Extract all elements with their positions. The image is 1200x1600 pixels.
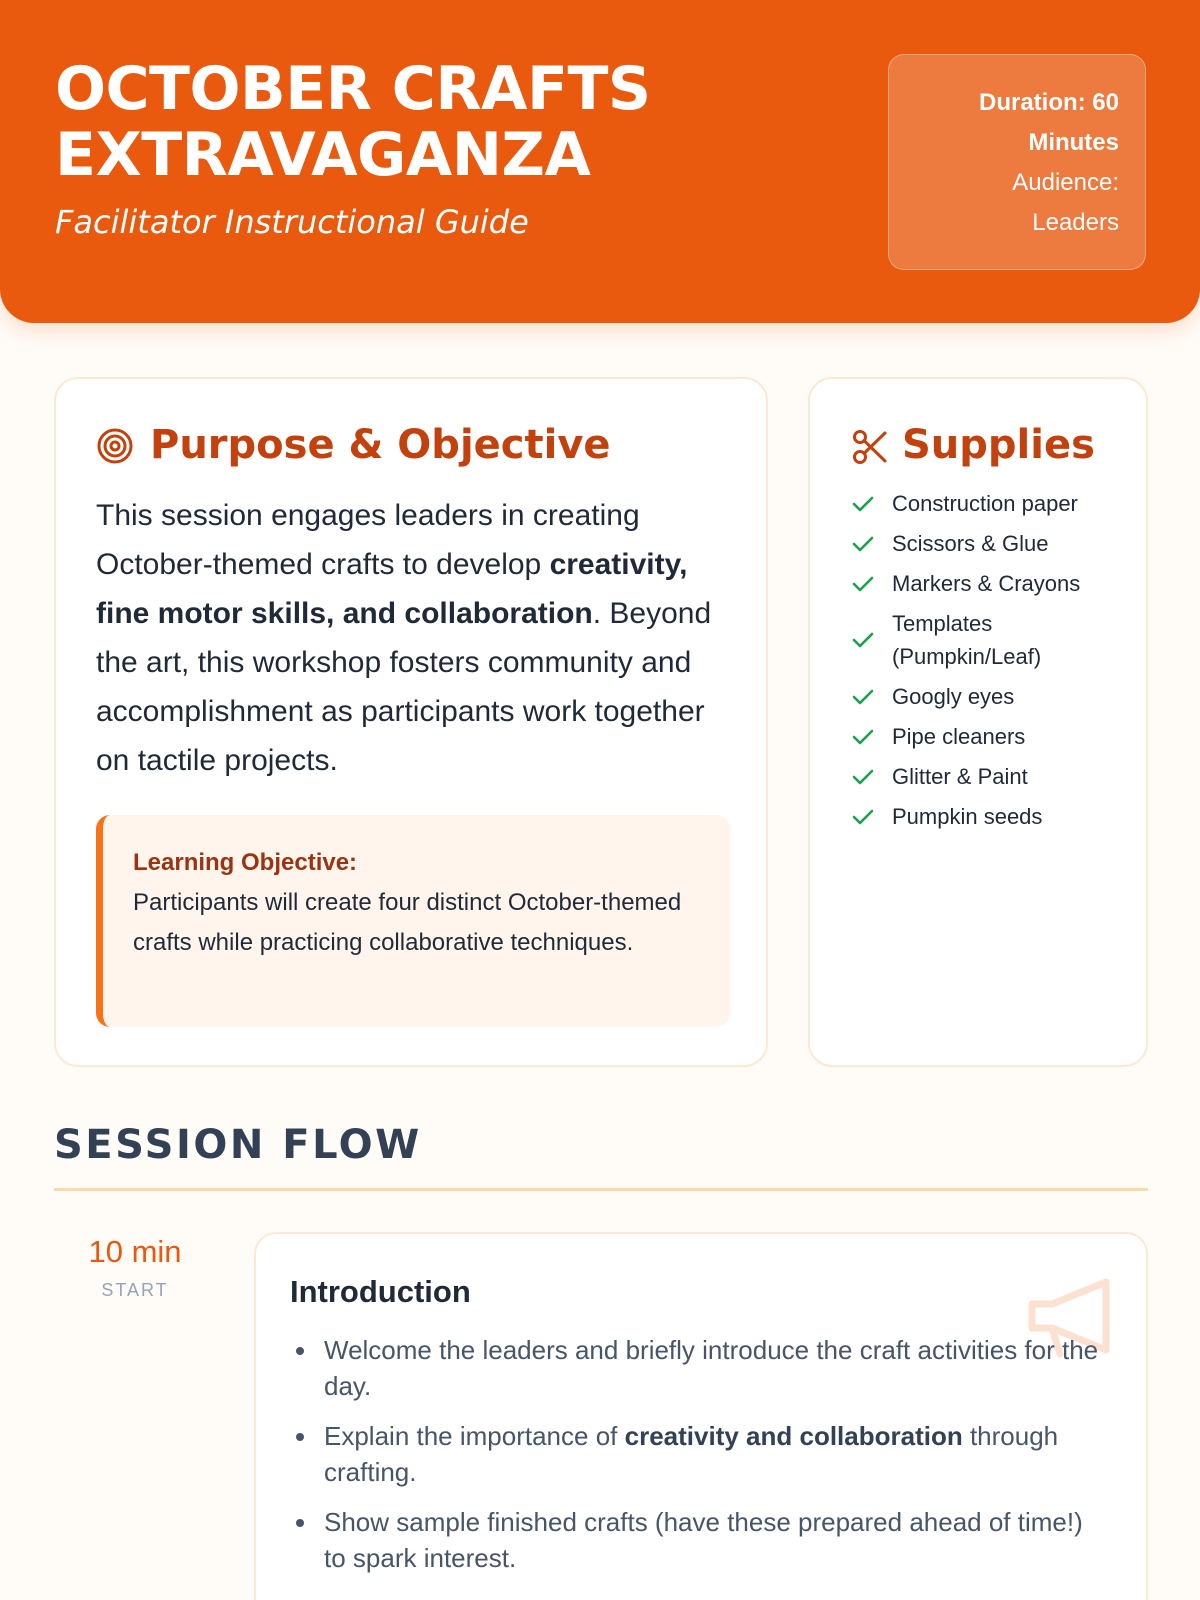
purpose-title: Purpose & Objective xyxy=(150,422,611,468)
session-meta-box xyxy=(888,54,1146,270)
step-duration: 10 min xyxy=(88,1234,182,1269)
purpose-card xyxy=(54,377,768,1067)
page-header xyxy=(0,0,1200,323)
supply-item-label: Construction paper xyxy=(892,491,1078,516)
supplies-list xyxy=(852,487,1142,840)
supply-item-label: Googly eyes xyxy=(892,684,1015,709)
learning-objective-text: Participants will create four distinct October-themed crafts while practicing collaborative techniques. xyxy=(133,889,682,956)
supply-item-label: Pipe cleaners xyxy=(892,724,1026,749)
supply-item xyxy=(852,487,1142,520)
check-icon xyxy=(852,768,874,786)
supply-item xyxy=(852,800,1142,833)
supply-item xyxy=(852,760,1142,793)
supplies-card xyxy=(808,377,1148,1067)
audience-line-2: Leaders xyxy=(1032,209,1119,236)
supplies-title: Supplies xyxy=(902,422,1095,468)
supply-item-label: Scissors & Glue xyxy=(892,531,1049,556)
supply-item xyxy=(852,567,1142,600)
page-title-line-1: OCTOBER CRAFTS xyxy=(55,54,651,124)
duration-line-1: Duration: 60 xyxy=(978,89,1119,116)
check-icon xyxy=(852,535,874,553)
bullet-text: Welcome the leaders and briefly introduce the craft activities for the day. xyxy=(324,1335,1099,1401)
supply-item xyxy=(852,680,1142,713)
bullet-text: Show sample finished crafts (have these prepared ahead of time!) to spark interest. xyxy=(324,1507,1083,1573)
supply-item xyxy=(852,527,1142,560)
learning-objective-callout xyxy=(96,815,730,1027)
check-icon xyxy=(852,575,874,593)
session-flow-heading: SESSION FLOW xyxy=(54,1122,422,1168)
learning-objective-label: Learning Objective: xyxy=(133,849,358,876)
list-item xyxy=(290,1504,1100,1576)
page-title xyxy=(55,56,755,188)
check-icon xyxy=(852,688,874,706)
purpose-text-part-1: This session engages leaders in creating October-themed crafts to develop xyxy=(96,499,640,581)
bullet-text: through crafting. xyxy=(324,1421,1059,1487)
check-icon xyxy=(852,495,874,513)
target-icon xyxy=(96,427,134,465)
purpose-text-emphasis: creativity, fine motor skills, and collaboration xyxy=(96,548,688,630)
list-item xyxy=(290,1418,1100,1490)
duration-line-2: Minutes xyxy=(1028,129,1119,156)
check-icon xyxy=(852,631,874,649)
step-phase-label: START xyxy=(101,1280,169,1300)
supply-item xyxy=(852,720,1142,753)
purpose-text-part-2: . Beyond the art, this workshop fosters community and accomplishment as participants work together on tactile projects. xyxy=(96,597,712,777)
scissors-icon xyxy=(852,429,888,465)
supply-item-label: Markers & Crayons xyxy=(892,571,1081,596)
supply-item-label: Glitter & Paint xyxy=(892,764,1028,789)
page-title-line-2: EXTRAVAGANZA xyxy=(55,120,591,190)
supply-item xyxy=(852,607,1142,673)
step-bullet-list xyxy=(290,1332,1100,1590)
section-divider xyxy=(54,1188,1148,1191)
purpose-description xyxy=(96,491,736,785)
audience-line-1: Audience: xyxy=(1012,169,1119,196)
list-item xyxy=(290,1332,1100,1404)
step-title: Introduction xyxy=(290,1274,471,1309)
check-icon xyxy=(852,808,874,826)
page-subtitle: Facilitator Instructional Guide xyxy=(55,203,529,241)
supply-item-label: Pumpkin seeds xyxy=(892,804,1043,829)
bullet-text-emphasis: creativity and collaboration xyxy=(624,1421,963,1451)
bullet-text: Explain the importance of xyxy=(324,1421,625,1451)
check-icon xyxy=(852,728,874,746)
step-card-introduction xyxy=(254,1232,1148,1600)
supply-item-label: Templates (Pumpkin/Leaf) xyxy=(892,611,1042,669)
